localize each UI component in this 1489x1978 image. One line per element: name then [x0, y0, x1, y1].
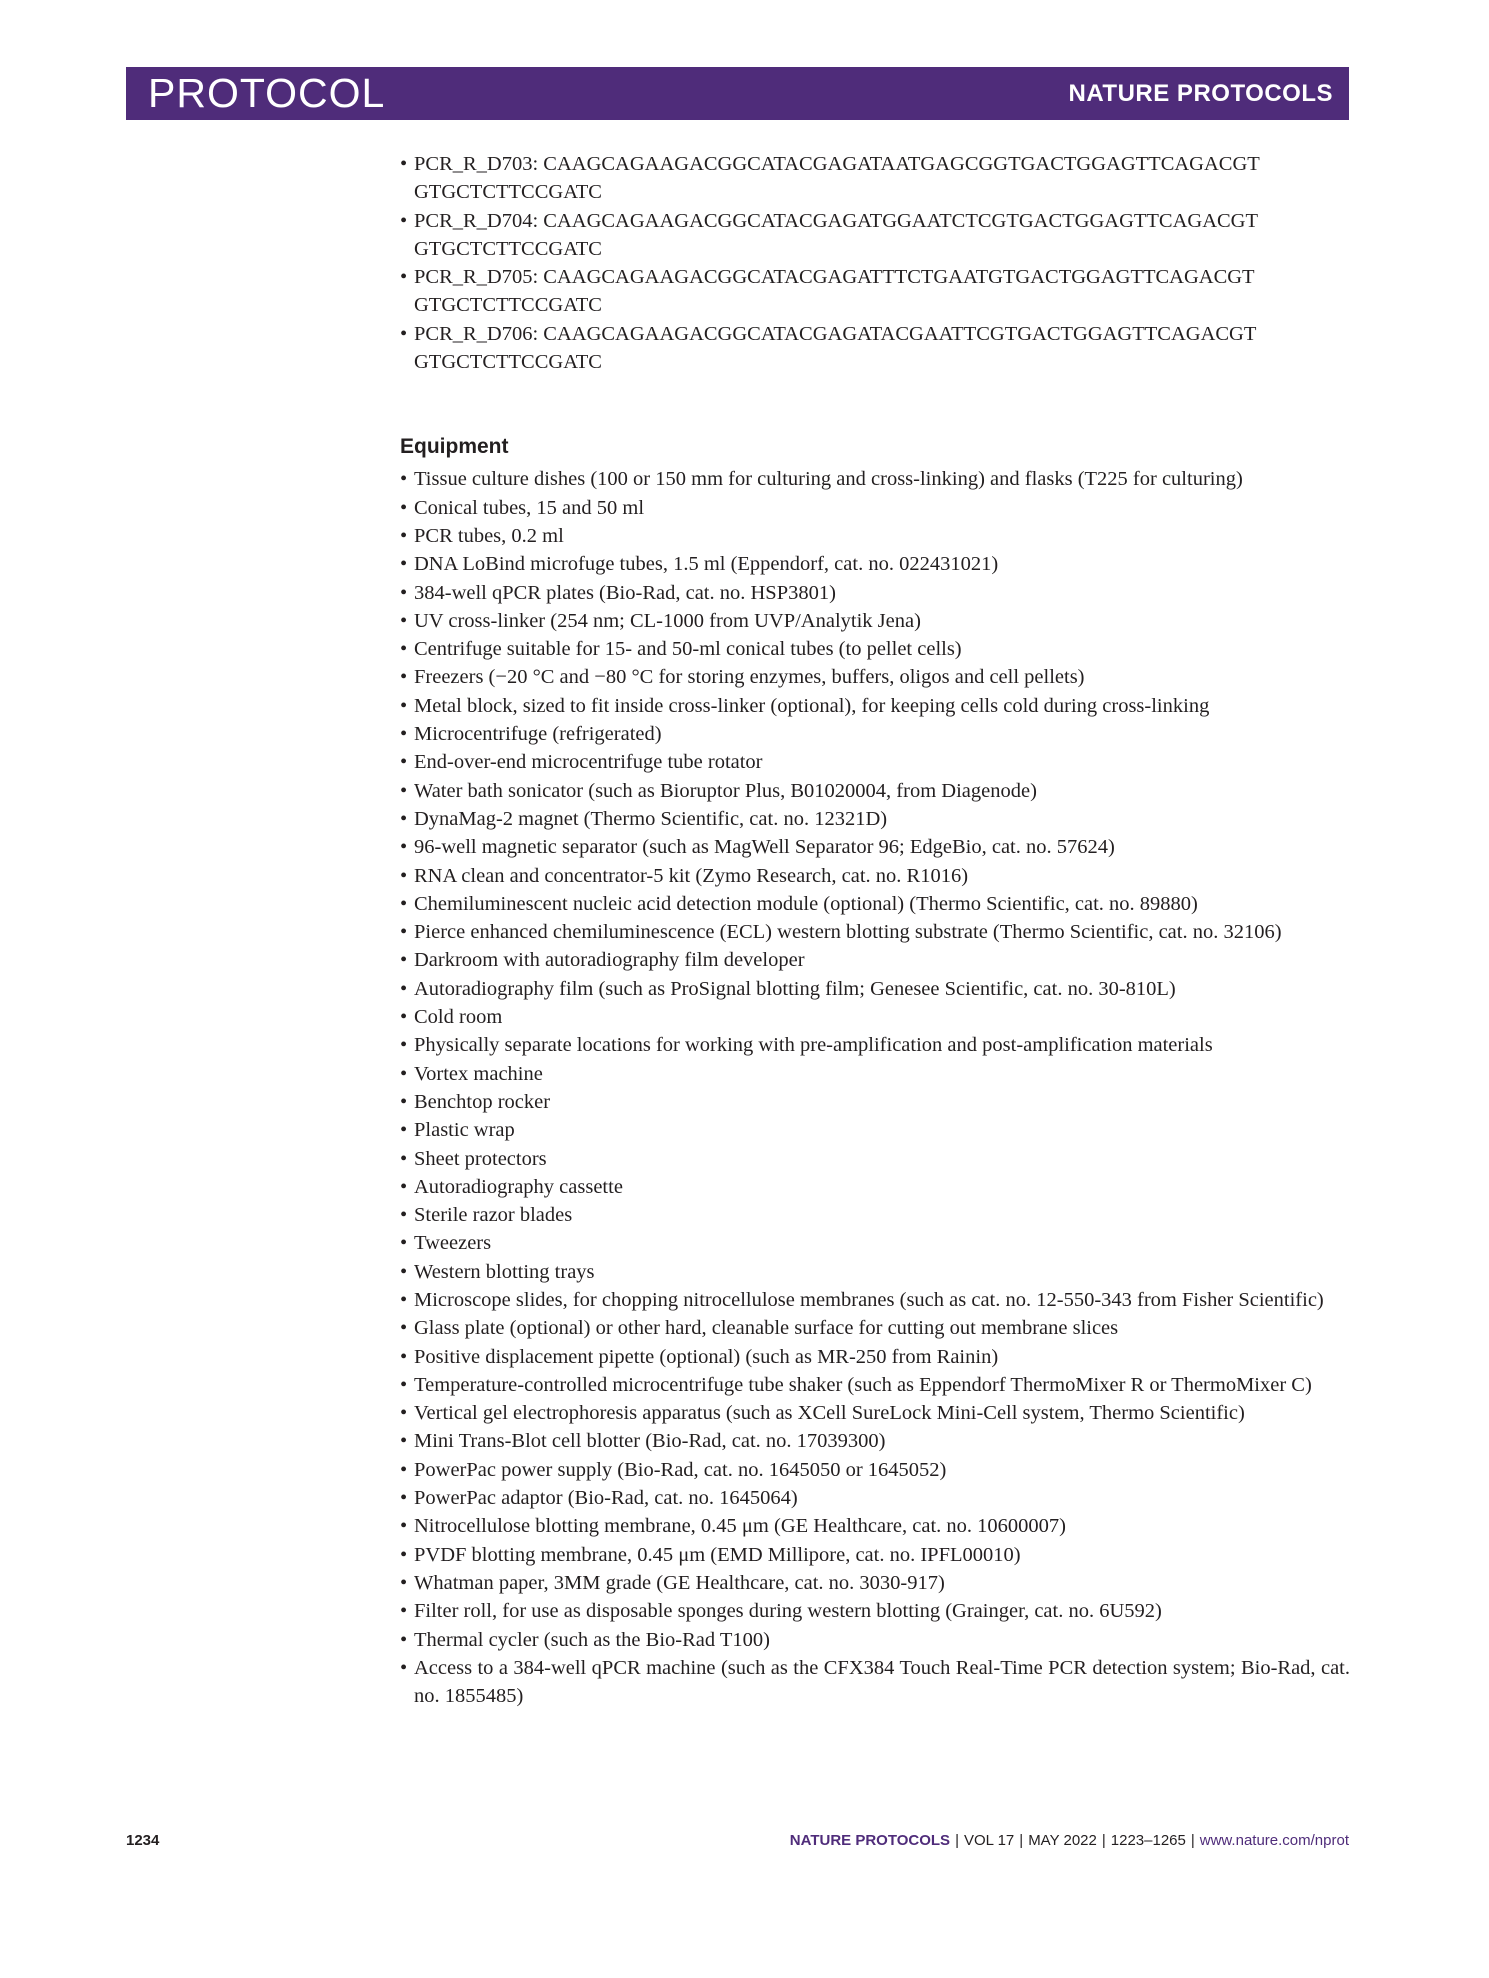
equipment-text: Tweezers: [414, 1232, 492, 1255]
equipment-item: [400, 494, 1350, 522]
equipment-text: Autoradiography film (such as ProSignal blotting film; Genesee Scientific, cat. no. 30-810L): [414, 977, 1176, 1000]
main-content: [400, 150, 1350, 1710]
equipment-item: [400, 748, 1350, 776]
equipment-text: Western blotting trays: [414, 1260, 595, 1283]
equipment-text: RNA clean and concentrator-5 kit (Zymo Research, cat. no. R1016): [414, 864, 969, 887]
equipment-text: Benchtop rocker: [414, 1090, 551, 1113]
equipment-item: [400, 1569, 1350, 1597]
primer-line: GTGCTCTTCCGATC: [414, 181, 602, 204]
bullet-icon: •: [400, 609, 408, 632]
equipment-text: Conical tubes, 15 and 50 ml: [414, 496, 645, 519]
section-label: PROTOCOL: [148, 70, 386, 116]
equipment-text: Microscope slides, for chopping nitrocellulose membranes (such as cat. no. 12-550-343 from Fisher Scientific): [414, 1288, 1324, 1311]
bullet-icon: •: [400, 977, 408, 1000]
primer-line: GTGCTCTTCCGATC: [414, 351, 602, 374]
equipment-text: Glass plate (optional) or other hard, cleanable surface for cutting out membrane slices: [414, 1317, 1119, 1340]
equipment-text: End-over-end microcentrifuge tube rotator: [414, 751, 763, 774]
bullet-icon: •: [400, 153, 408, 175]
equipment-item: [400, 1145, 1350, 1173]
primer-item: [400, 207, 1350, 264]
equipment-item: [400, 1060, 1350, 1088]
footer-journal: NATURE PROTOCOLS: [789, 1832, 951, 1849]
equipment-item: [400, 777, 1350, 805]
equipment-item: [400, 1456, 1350, 1484]
equipment-item: [400, 1031, 1350, 1059]
equipment-item: [400, 579, 1350, 607]
primer-line: PCR_R_D704: CAAGCAGAAGACGGCATACGAGATGGAATCTCGTGACTGGAGTTCAGACGT: [414, 209, 1259, 232]
equipment-item: [400, 1229, 1350, 1257]
footer-volume: VOL 17: [963, 1832, 1015, 1849]
equipment-text: Cold room: [414, 1006, 503, 1029]
equipment-item: [400, 465, 1350, 493]
bullet-icon: •: [400, 524, 408, 547]
equipment-item: [400, 1286, 1350, 1314]
bullet-icon: •: [400, 864, 408, 887]
equipment-text: Sheet protectors: [414, 1147, 547, 1170]
equipment-item: [400, 607, 1350, 635]
primer-list: [400, 150, 1350, 376]
equipment-text: Positive displacement pipette (optional) (such as MR-250 from Rainin): [414, 1345, 999, 1368]
equipment-item: [400, 862, 1350, 890]
bullet-icon: •: [400, 1458, 408, 1481]
equipment-text: PowerPac power supply (Bio-Rad, cat. no. 1645050 or 1645052): [414, 1458, 947, 1481]
bullet-icon: •: [400, 266, 408, 289]
primer-line: GTGCTCTTCCGATC: [414, 237, 602, 260]
bullet-icon: •: [400, 1288, 408, 1311]
bullet-icon: •: [400, 1571, 408, 1594]
equipment-text: Nitrocellulose blotting membrane, 0.45 μm (GE Healthcare, cat. no. 10600007): [414, 1515, 1067, 1538]
equipment-item: [400, 975, 1350, 1003]
equipment-item: [400, 1343, 1350, 1371]
bullet-icon: •: [400, 694, 408, 717]
equipment-text: PowerPac adaptor (Bio-Rad, cat. no. 1645064): [414, 1487, 798, 1510]
equipment-text: PVDF blotting membrane, 0.45 μm (EMD Millipore, cat. no. IPFL00010): [414, 1543, 1021, 1566]
equipment-item: [400, 1258, 1350, 1286]
equipment-text: 384-well qPCR plates (Bio-Rad, cat. no. HSP3801): [414, 581, 836, 604]
bullet-icon: •: [400, 1345, 408, 1368]
equipment-item: [400, 805, 1350, 833]
equipment-item: [400, 550, 1350, 578]
equipment-item: [400, 1201, 1350, 1229]
equipment-text: PCR tubes, 0.2 ml: [414, 524, 564, 547]
equipment-text: Freezers (−20 °C and −80 °C for storing enzymes, buffers, oligos and cell pellets): [414, 666, 1085, 689]
equipment-item: [400, 1484, 1350, 1512]
equipment-item: [400, 1371, 1350, 1399]
bullet-icon: •: [400, 1600, 408, 1623]
header-bar: [126, 67, 1349, 120]
bullet-icon: •: [400, 1373, 408, 1396]
bullet-icon: •: [400, 1260, 408, 1283]
bullet-icon: •: [400, 921, 408, 944]
equipment-text: Whatman paper, 3MM grade (GE Healthcare, cat. no. 3030-917): [414, 1571, 945, 1594]
equipment-text: DNA LoBind microfuge tubes, 1.5 ml (Eppendorf, cat. no. 022431021): [414, 553, 999, 576]
bullet-icon: •: [400, 1204, 408, 1227]
equipment-text: Sterile razor blades: [414, 1204, 573, 1227]
equipment-text: Temperature-controlled microcentrifuge tube shaker (such as Eppendorf ThermoMixer R or ThermoMixer C): [414, 1373, 1312, 1396]
equipment-text: 96-well magnetic separator (such as MagWell Separator 96; EdgeBio, cat. no. 57624): [414, 836, 1115, 859]
equipment-item: [400, 692, 1350, 720]
equipment-item: [400, 1173, 1350, 1201]
bullet-icon: •: [400, 581, 408, 604]
equipment-item: [400, 720, 1350, 748]
bullet-icon: •: [400, 1232, 408, 1255]
bullet-icon: •: [400, 553, 408, 576]
primer-line: GTGCTCTTCCGATC: [414, 294, 602, 317]
primer-line: PCR_R_D705: CAAGCAGAAGACGGCATACGAGATTTCTGAATGTGACTGGAGTTCAGACGT: [414, 266, 1255, 289]
equipment-text: Mini Trans-Blot cell blotter (Bio-Rad, cat. no. 17039300): [414, 1430, 886, 1453]
equipment-text: Access to a 384-well qPCR machine (such as the CFX384 Touch Real-Time PCR detection system; Bio-Rad, cat. no. 1855485): [414, 1656, 1350, 1708]
bullet-icon: •: [400, 1147, 408, 1170]
separator: |: [1019, 1832, 1024, 1849]
equipment-text: Filter roll, for use as disposable sponges during western blotting (Grainger, cat. no. 6U592): [414, 1600, 1162, 1623]
equipment-text: Autoradiography cassette: [414, 1175, 623, 1198]
bullet-icon: •: [400, 1543, 408, 1566]
separator: |: [1101, 1832, 1106, 1849]
footer-date: MAY 2022: [1028, 1832, 1097, 1849]
separator: |: [955, 1832, 959, 1849]
primer-item: [400, 150, 1350, 207]
bullet-icon: •: [400, 723, 408, 746]
equipment-item: [400, 1003, 1350, 1031]
bullet-icon: •: [400, 807, 408, 830]
equipment-text: Metal block, sized to fit inside cross-linker (optional), for keeping cells cold during cross-linking: [414, 694, 1210, 717]
bullet-icon: •: [400, 892, 408, 915]
equipment-item: [400, 1541, 1350, 1569]
equipment-heading: Equipment: [400, 435, 509, 459]
page-footer: [126, 1832, 1349, 1849]
equipment-item: [400, 1512, 1350, 1540]
equipment-text: Vortex machine: [414, 1062, 543, 1085]
equipment-item: [400, 946, 1350, 974]
bullet-icon: •: [400, 468, 408, 491]
bullet-icon: •: [400, 779, 408, 802]
equipment-text: DynaMag-2 magnet (Thermo Scientific, cat. no. 12321D): [414, 807, 888, 830]
journal-name: NATURE PROTOCOLS: [1068, 79, 1333, 107]
bullet-icon: •: [400, 666, 408, 689]
primer-item: [400, 320, 1350, 377]
bullet-icon: •: [400, 1515, 408, 1538]
equipment-text: Water bath sonicator (such as Bioruptor Plus, B01020004, from Diagenode): [414, 779, 1037, 802]
bullet-icon: •: [400, 496, 408, 519]
bullet-icon: •: [400, 1430, 408, 1453]
bullet-icon: •: [400, 1628, 408, 1651]
bullet-icon: •: [400, 1317, 408, 1340]
equipment-text: Plastic wrap: [414, 1119, 515, 1142]
equipment-text: Physically separate locations for working with pre-amplification and post-amplification materials: [414, 1034, 1213, 1057]
equipment-item: [400, 663, 1350, 691]
equipment-item: [400, 1088, 1350, 1116]
primer-line: PCR_R_D706: CAAGCAGAAGACGGCATACGAGATACGAATTCGTGACTGGAGTTCAGACGT: [414, 322, 1257, 345]
equipment-text: Darkroom with autoradiography film developer: [414, 949, 805, 972]
equipment-text: Vertical gel electrophoresis apparatus (such as XCell SureLock Mini-Cell system, Thermo Scientific): [414, 1402, 1245, 1425]
footer-url[interactable]: www.nature.com/nprot: [1199, 1832, 1349, 1849]
equipment-list: [400, 465, 1350, 1710]
equipment-text: Tissue culture dishes (100 or 150 mm for culturing and cross-linking) and flasks (T225 for culturing): [414, 468, 1243, 491]
equipment-item: [400, 635, 1350, 663]
bullet-icon: •: [400, 322, 408, 345]
citation-line: [790, 1832, 1349, 1849]
equipment-item: [400, 1597, 1350, 1625]
page-number: 1234: [126, 1832, 160, 1849]
equipment-item: [400, 833, 1350, 861]
footer-pages: 1223–1265: [1110, 1832, 1186, 1849]
primer-item: [400, 263, 1350, 320]
equipment-item: [400, 1314, 1350, 1342]
bullet-icon: •: [400, 1656, 408, 1679]
bullet-icon: •: [400, 1062, 408, 1085]
bullet-icon: •: [400, 1034, 408, 1057]
bullet-icon: •: [400, 751, 408, 774]
equipment-text: Chemiluminescent nucleic acid detection module (optional) (Thermo Scientific, cat. no. 89880): [414, 892, 1198, 915]
primer-line: PCR_R_D703: CAAGCAGAAGACGGCATACGAGATAATGAGCGGTGACTGGAGTTCAGACGT: [414, 153, 1260, 175]
equipment-item: [400, 1626, 1350, 1654]
equipment-item: [400, 918, 1350, 946]
bullet-icon: •: [400, 949, 408, 972]
equipment-text: Centrifuge suitable for 15- and 50-ml conical tubes (to pellet cells): [414, 638, 962, 661]
bullet-icon: •: [400, 638, 408, 661]
equipment-item: [400, 522, 1350, 550]
bullet-icon: •: [400, 836, 408, 859]
bullet-icon: •: [400, 1119, 408, 1142]
equipment-item: [400, 1399, 1350, 1427]
bullet-icon: •: [400, 209, 408, 232]
bullet-icon: •: [400, 1402, 408, 1425]
equipment-item: [400, 890, 1350, 918]
bullet-icon: •: [400, 1487, 408, 1510]
equipment-item: [400, 1654, 1350, 1711]
bullet-icon: •: [400, 1175, 408, 1198]
equipment-item: [400, 1116, 1350, 1144]
equipment-text: Microcentrifuge (refrigerated): [414, 723, 662, 746]
equipment-text: Thermal cycler (such as the Bio-Rad T100): [414, 1628, 770, 1651]
equipment-text: UV cross-linker (254 nm; CL-1000 from UVP/Analytik Jena): [414, 609, 921, 632]
bullet-icon: •: [400, 1006, 408, 1029]
equipment-item: [400, 1427, 1350, 1455]
equipment-text: Pierce enhanced chemiluminescence (ECL) western blotting substrate (Thermo Scientific, cat. no. 32106): [414, 921, 1282, 944]
bullet-icon: •: [400, 1090, 408, 1113]
separator: |: [1190, 1832, 1195, 1849]
